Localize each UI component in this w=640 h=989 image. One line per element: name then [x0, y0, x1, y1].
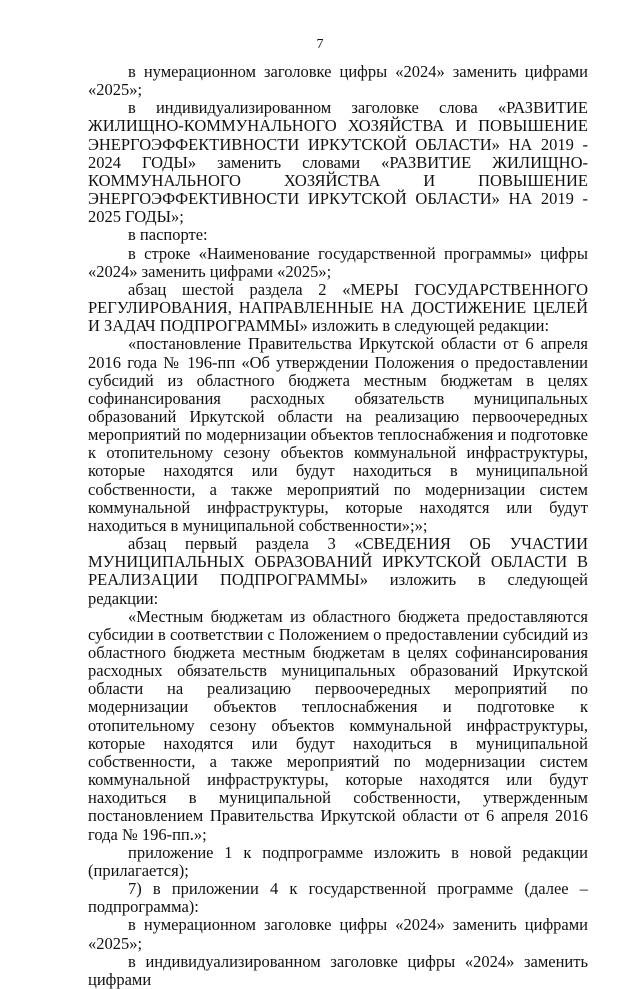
paragraph-appendix-4: 7) в приложении 4 к государственной программе (далее – подпрограмма):: [88, 879, 588, 917]
paragraph-resolution-quote: «постановление Правительства Иркутской области от 6 апреля 2016 года № 196-пп «Об утверждении Положения о предоставлении субсидий из областного бюджета местным бюджетам в целях софинансирования расходных обязательств муниципальных образований Иркутской области на реализацию первоочередных мероприятий по модернизации объектов теплоснабжения и подготовке к отопительному сезону объектов коммунальной инфраструктуры, которые находятся или будут находиться в муниципальной собственности, а также мероприятий по модернизации систем коммунальной инфраструктуры, которые находятся или будут находиться в муниципальной собственности»;»;: [88, 334, 588, 535]
paragraph-section-2: абзац шестой раздела 2 «МЕРЫ ГОСУДАРСТВЕННОГО РЕГУЛИРОВАНИЯ, НАПРАВЛЕННЫЕ НА ДОСТИЖЕНИЕ ЦЕЛЕЙ И ЗАДАЧ ПОДПРОГРАММЫ» изложить в следующей редакции:: [88, 279, 588, 336]
paragraph-passport: в паспорте:: [128, 225, 208, 245]
paragraph-appendix-1: приложение 1 к подпрограмме изложить в новой редакции (прилагается);: [88, 842, 588, 880]
paragraph-individual-heading-2: в индивидуализированном заголовке цифры «2024» заменить цифрами: [88, 951, 588, 989]
paragraph-section-3: абзац первый раздела 3 «СВЕДЕНИЯ ОБ УЧАСТИИ МУНИЦИПАЛЬНЫХ ОБРАЗОВАНИЙ ИРКУТСКОЙ ОБЛАСТИ В РЕАЛИЗАЦИИ ПОДПРОГРАММЫ» изложить в следующей редакции:: [88, 534, 588, 608]
paragraph-subsidies-quote: «Местным бюджетам из областного бюджета предоставляются субсидии в соответствии с Положением о предоставлении субсидий из областного бюджета местным бюджетам в целях софинансирования расходных обязательств муниципальных образований Иркутской области на реализацию первоочередных мероприятий по модернизации объектов теплоснабжения и подготовке к отопительному сезону объектов коммунальной инфраструктуры, которые находятся или будут находиться в муниципальной собственности, а также мероприятий по модернизации систем коммунальной инфраструктуры, которые находятся или будут находиться в муниципальной собственности, утвержденным постановлением Правительства Иркутской области от 6 апреля 2016 года № 196-пп.»;: [88, 606, 588, 844]
paragraph-program-name-row: в строке «Наименование государственной программы» цифры «2024» заменить цифрами «2025»;: [88, 243, 588, 281]
paragraph-numbering-heading-2: в нумерационном заголовке цифры «2024» заменить цифрами «2025»;: [88, 915, 588, 953]
paragraph-individual-heading: в индивидуализированном заголовке слова «РАЗВИТИЕ ЖИЛИЩНО-КОММУНАЛЬНОГО ХОЗЯЙСТВА И ПОВЫШЕНИЕ ЭНЕРГОЭФФЕКТИВНОСТИ ИРКУТСКОЙ ОБЛАСТИ» НА 2019 - 2024 ГОДЫ» заменить словами «РАЗВИТИЕ ЖИЛИЩНО-КОММУНАЛЬНОГО ХОЗЯЙСТВА И ПОВЫШЕНИЕ ЭНЕРГОЭФФЕКТИВНОСТИ ИРКУТСКОЙ ОБЛАСТИ» НА 2019 - 2025 ГОДЫ»;: [88, 98, 588, 227]
document-body: [88, 63, 588, 989]
paragraph-numbering-heading: в нумерационном заголовке цифры «2024» заменить цифрами «2025»;: [88, 62, 588, 100]
page-number: 7: [316, 37, 324, 52]
